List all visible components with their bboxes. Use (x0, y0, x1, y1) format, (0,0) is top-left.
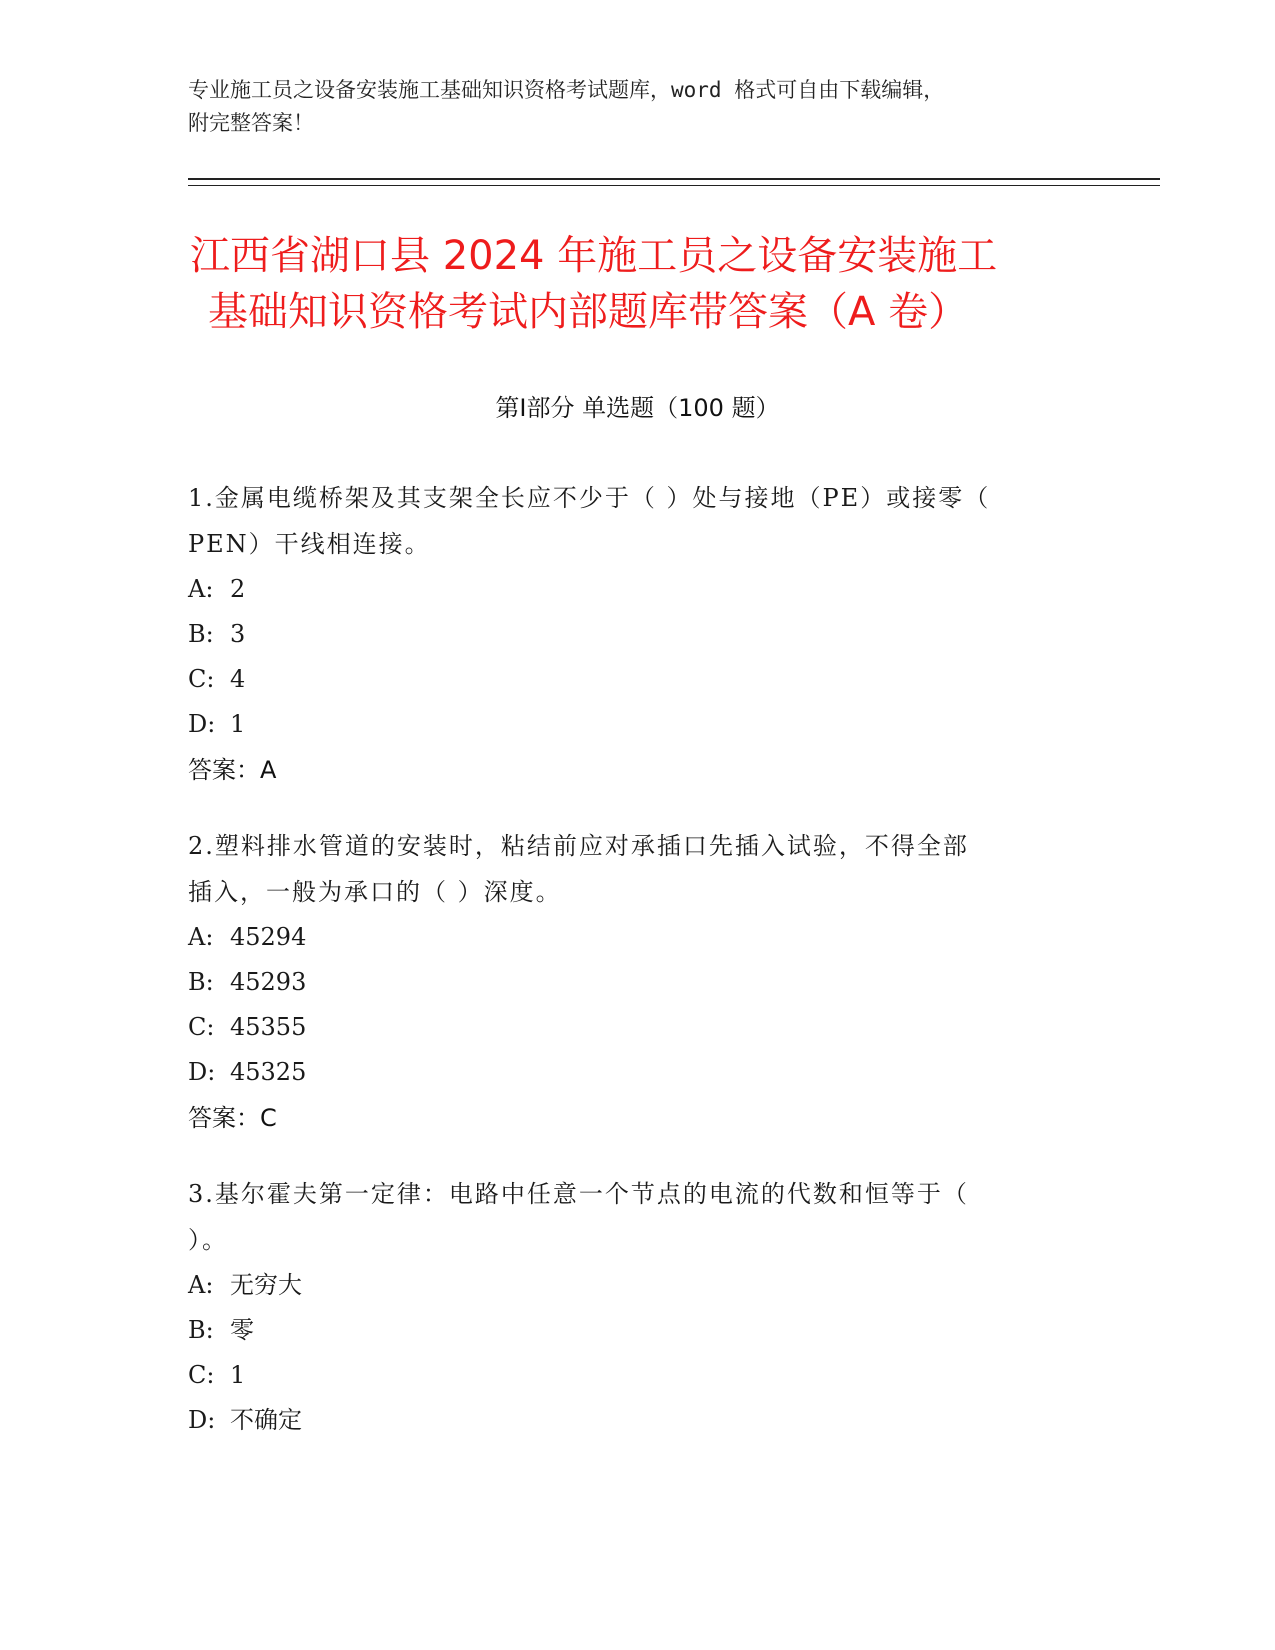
question-stem (188, 475, 1068, 567)
answer-line: 答案：C (188, 1104, 277, 1132)
option-a (188, 567, 1068, 612)
document-title-line2: 基础知识资格考试内部题库带答案（A 卷） (208, 289, 969, 335)
option-d (188, 1050, 1068, 1095)
option-key: B: (188, 620, 214, 648)
option-a (188, 915, 1068, 960)
option-d (188, 702, 1068, 747)
option-key: B: (188, 968, 214, 996)
option-text: 3 (230, 620, 246, 648)
section-title: 第Ⅰ部分 单选题（100 题） (495, 394, 780, 422)
question-1 (188, 475, 1068, 793)
option-text: 1 (230, 710, 246, 738)
header-divider-thick (188, 178, 1160, 180)
question-3 (188, 1171, 1068, 1443)
option-text: 2 (230, 575, 246, 603)
option-key: C: (188, 1013, 215, 1041)
option-text: 4 (230, 665, 246, 693)
question-stem-line: PEN）干线相连接。 (188, 530, 431, 558)
option-key: C: (188, 1361, 215, 1389)
option-key: B: (188, 1316, 214, 1344)
option-c (188, 1353, 1068, 1398)
question-stem (188, 1171, 1068, 1263)
option-text: 45294 (230, 923, 307, 951)
option-text: 45293 (230, 968, 307, 996)
option-key: D: (188, 710, 216, 738)
option-c (188, 657, 1068, 702)
header-note-line1: 专业施工员之设备安装施工基础知识资格考试题库，word 格式可自由下载编辑， (188, 78, 945, 102)
answer-line: 答案：A (188, 756, 277, 784)
option-a (188, 1263, 1068, 1308)
question-stem-line: 1.金属电缆桥架及其支架全长应不少于（ ）处与接地（PE）或接零（ (188, 484, 991, 512)
option-key: A: (188, 575, 214, 603)
question-stem-line: 2.塑料排水管道的安装时，粘结前应对承插口先插入试验，不得全部 (188, 832, 969, 860)
option-b (188, 1308, 1068, 1353)
option-c (188, 1005, 1068, 1050)
option-key: A: (188, 923, 214, 951)
document-header-note (188, 74, 1068, 140)
question-stem-line: 插入，一般为承口的（ ）深度。 (188, 878, 562, 906)
header-note-line2: 附完整答案！ (188, 111, 314, 135)
question-list (188, 475, 1068, 1473)
option-b (188, 960, 1068, 1005)
question-stem-line: 3.基尔霍夫第一定律：电路中任意一个节点的电流的代数和恒等于（ (188, 1180, 969, 1208)
option-text: 零 (230, 1316, 254, 1344)
document-title-line1: 江西省湖口县 2024 年施工员之设备安装施工 (190, 233, 998, 279)
option-text: 45355 (230, 1013, 307, 1041)
header-divider-thin (188, 185, 1160, 186)
option-key: C: (188, 665, 215, 693)
option-key: D: (188, 1058, 216, 1086)
option-text: 45325 (230, 1058, 307, 1086)
option-key: A: (188, 1271, 214, 1299)
option-b (188, 612, 1068, 657)
option-d (188, 1398, 1068, 1443)
option-text: 无穷大 (230, 1271, 302, 1299)
option-text: 1 (230, 1361, 246, 1389)
question-2 (188, 823, 1068, 1141)
question-stem-line: ）。 (188, 1226, 228, 1254)
option-key: D: (188, 1406, 216, 1434)
document-title (190, 228, 1090, 340)
question-stem (188, 823, 1068, 915)
option-text: 不确定 (230, 1406, 302, 1434)
